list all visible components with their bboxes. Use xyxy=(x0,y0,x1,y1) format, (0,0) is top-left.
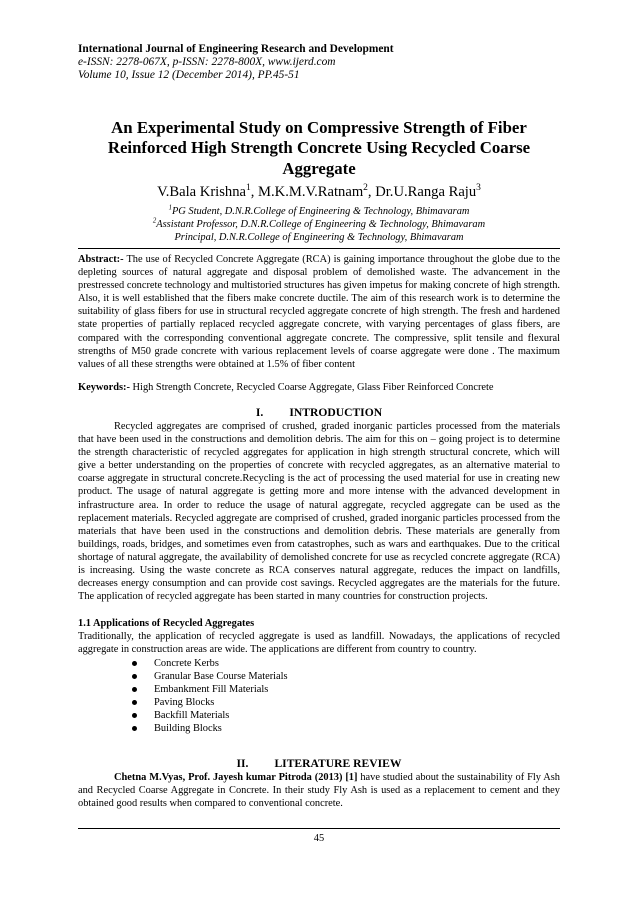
literature-paragraph xyxy=(78,771,560,810)
page-number: 45 xyxy=(313,833,325,844)
bullet-icon xyxy=(132,713,137,718)
section-number: I. xyxy=(255,406,264,419)
list-item: Concrete Kerbs xyxy=(132,657,288,670)
author-separator: , xyxy=(367,184,376,200)
journal-issn: e-ISSN: 2278-067X, p-ISSN: 2278-800X, www.ijerd.com xyxy=(78,56,336,69)
literature-text: have studied about the sustainability of Fly Ash and Recycled Coarse Aggregate in Concrete. In their study Fly Ash is used as a replacement to cement and they obtained good results when compared to conventional concrete. xyxy=(78,772,560,810)
keywords-text: High Strength Concrete, Recycled Coarse Aggregate, Glass Fiber Reinforced Concrete xyxy=(129,382,494,393)
author-affiliation-mark: 3 xyxy=(476,183,481,194)
author-name: M.K.M.V.Ratnam xyxy=(258,184,364,200)
affiliation-list xyxy=(78,205,560,245)
introduction-paragraph: Recycled aggregates are comprised of crushed, graded inorganic particles processed from the materials that have been used in the constructions and demolition debris. The aim for this on – going project is to determine the strength characteristic of recycled aggregates for application in high strength structural concrete, which will give a better understanding on the properties of concrete with recycled aggregates, as an alternative material to coarse aggregate in structural concrete.Recycling is the act of processing the used material for use in creating new product. The usage of natural aggregate is getting more and more intense with the advanced development in infrastructure area. In order to reduce the usage of natural aggregate, recycled aggregate can be used as the replacement materials. Recycled aggregate are comprised of crushed, graded inorganic particles processed from the materials that have been used in the constructions and demolition debris. These materials are generally from buildings, roads, bridges, and sometimes even from catastrophes, such as wars and earthquakes. Due to the critical shortage of natural aggregate, the availability of demolished concrete for use as recycled concrete aggregate (RCA) is increasing. Using the waste concrete as RCA conserves natural aggregate, reduces the impact on landfills, decreases energy consumption and can provide cost savings. Recycled aggregates are the materials for the future. The application of recycled aggregate has been started in many countries for construction projects. xyxy=(78,421,560,603)
journal-name: International Journal of Engineering Research and Development xyxy=(78,43,394,55)
abstract xyxy=(78,253,560,371)
author-name: V.Bala Krishna xyxy=(157,184,246,200)
title-block xyxy=(78,118,560,179)
abstract-text: The use of Recycled Concrete Aggregate (RCA) is gaining importance throughout the globe due to the depleting sources of natural aggregate and disposal problem of demolished waste. The advancement in the prestressed concrete technology and multistoried structures has given impetus for making concrete of high strength. Also, it is well established that the fibers make concrete ductile. The aim of this research work is to determine the suitability of glass fibers for use in structural recycled aggregate concrete of high strength. The fresh and hardened state properties of partially replaced recycled aggregate concrete, with varying percentages of glass fibers, are compared with the corresponding conventional aggregate concrete. The compressive, split tensile and flexural strengths of M50 grade concrete with various replacement levels of coarse aggregate were done . The maximum values of all these strengths were obtained at 1.5% of fiber content xyxy=(78,254,560,370)
footer-divider xyxy=(78,828,560,829)
section-title: INTRODUCTION xyxy=(289,406,383,419)
header-divider xyxy=(78,248,560,249)
author-name: Dr.U.Ranga Raju xyxy=(375,184,477,200)
author-affiliation-mark: 1 xyxy=(245,183,251,194)
list-item: Granular Base Course Materials xyxy=(132,670,288,683)
affiliation-line: $^1$PG Student, D.N.R.College of Engineering & Technology, Bhimavaram xyxy=(168,204,470,217)
applications-list xyxy=(132,657,288,736)
affiliation-line: Principal, D.N.R.College of Engineering & Technology, Bhimavaram xyxy=(174,232,464,244)
bullet-icon xyxy=(132,700,137,705)
list-item: Backfill Materials xyxy=(132,709,288,722)
paper-title: An Experimental Study on Compressive Strength of Fiber Reinforced High Strength Concrete Using Recycled Coarse Aggregate xyxy=(107,118,531,178)
abstract-label: Abstract:- xyxy=(78,254,124,265)
applications-paragraph: Traditionally, the application of recycled aggregate is used as landfill. Nowadays, the applications of recycled aggregate in construction areas are wide. The applications are different from country to country. xyxy=(78,631,560,656)
author-list xyxy=(78,184,560,201)
subsection-heading: 1.1 Applications of Recycled Aggregates xyxy=(78,618,255,629)
section-heading-introduction xyxy=(78,406,560,420)
keywords-label: Keywords:- xyxy=(78,382,130,393)
bullet-icon xyxy=(132,726,137,731)
bullet-icon xyxy=(132,674,137,679)
citation-lead: Chetna M.Vyas, Prof. Jayesh kumar Pitroda (2013) [1] xyxy=(114,772,358,783)
list-item: Paving Blocks xyxy=(132,696,288,709)
author-separator: , xyxy=(250,184,259,200)
section-heading-literature-review xyxy=(78,757,560,771)
journal-volume: Volume 10, Issue 12 (December 2014), PP.45-51 xyxy=(78,69,300,82)
section-title: LITERATURE REVIEW xyxy=(274,757,402,770)
list-item: Embankment Fill Materials xyxy=(132,683,288,696)
author-affiliation-mark: 2 xyxy=(363,183,368,194)
bullet-icon xyxy=(132,661,137,666)
section-number: II. xyxy=(236,757,249,770)
journal-header xyxy=(78,43,578,83)
keywords xyxy=(78,381,560,394)
bullet-icon xyxy=(132,687,137,692)
affiliation-line: $^2$Assistant Professor, D.N.R.College of Engineering & Technology, Bhimavaram xyxy=(152,217,486,231)
list-item: Building Blocks xyxy=(132,722,288,735)
